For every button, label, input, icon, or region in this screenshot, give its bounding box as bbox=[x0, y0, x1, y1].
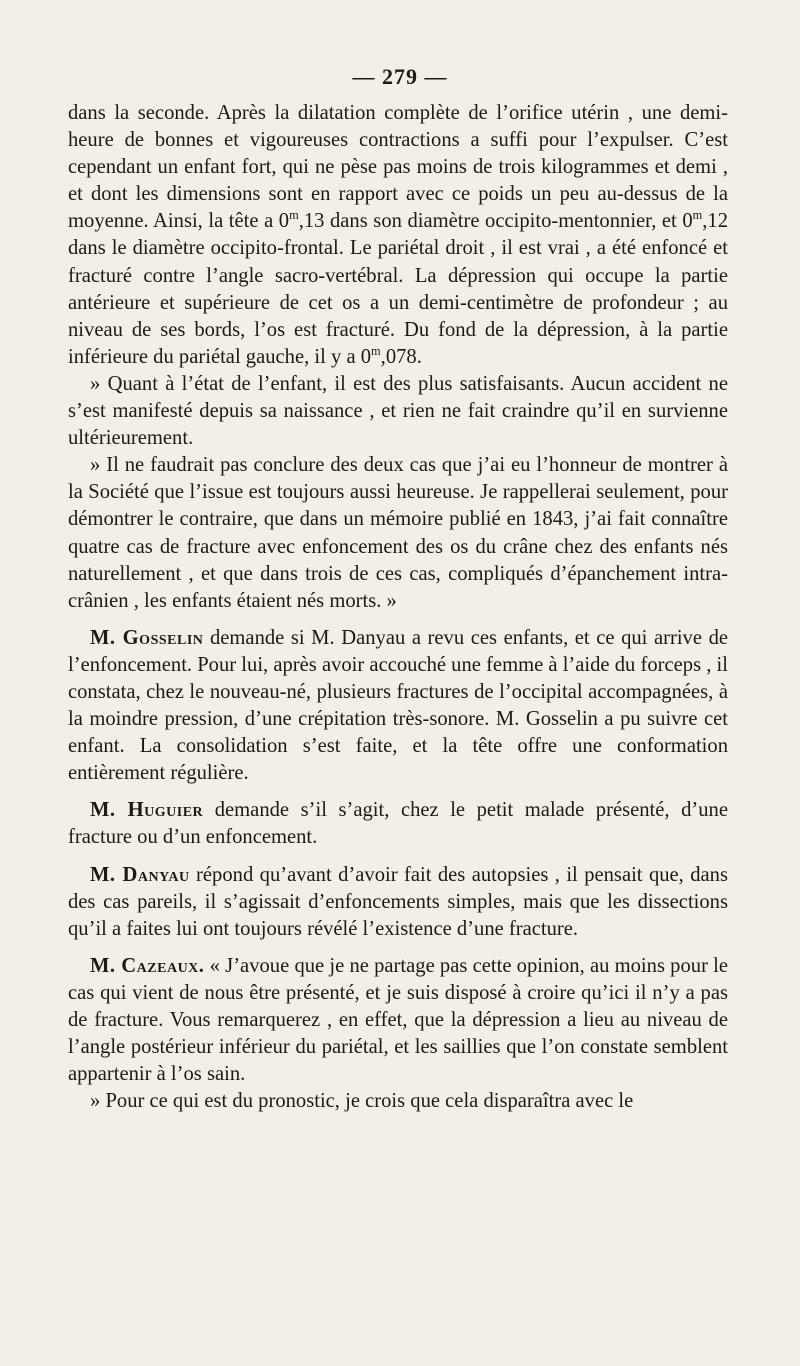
speaker-name: M. Danyau bbox=[90, 863, 190, 886]
paragraph-cazeaux: M. Cazeaux. « J’avoue que je ne partage pas cette opinion, au moins pour le cas qui vient de nous être présenté, et je suis disposé à croire qu’ici il n’y a pas de fracture. Vous remarquerez , en effet, que la dépression a lieu au niveau de l’angle postérieur inférieur du pariétal, et les saillies que l’on constate semblent appartenir à l’os sain. bbox=[68, 954, 729, 1086]
paragraph-huguier: M. Huguier demande s’il s’agit, chez le petit malade présenté, d’une fracture ou d’un enfoncement. bbox=[68, 799, 728, 849]
paragraph-prognosis: » Pour ce qui est du pronostic, je crois que cela disparaîtra avec le bbox=[90, 1090, 634, 1113]
paragraph-continuation: dans la seconde. Après la dilatation complète de l’orifice utérin , une demi-heure de bonnes et vigoureuses contractions a suffi pour l’expulser. C’est cependant un enfant fort, qui ne pèse pas moins de trois kilogrammes et demi , et dont les dimensions sont en rapport avec ce poids un peu au-dessus de la moyenne. Ainsi, la tête a 0$^m$,13 dans son diamètre occipito-mentonnier, et 0$^m$,12 dans le diamètre occipito-frontal. Le pariétal droit , il est vrai , a été enfoncé et fracturé contre l’angle sacro-vertébral. La dépression qui occupe la partie antérieure et supérieure de cet os a un demi-centimètre de profondeur ; au niveau de ses bords, l’os est fracturé. Du fond de la dépression, à la partie inférieure du pariétal gauche, il y a 0$^m$,078. bbox=[68, 102, 728, 368]
paragraph-danyau: M. Danyau répond qu’avant d’avoir fait des autopsies , il pensait que, dans des cas pareils, il s’agissait d’enfoncements simples, mais que les dissections qu’il a faites lui ont toujours révélé l’existence d’une fracture. bbox=[68, 863, 728, 940]
body-text bbox=[68, 100, 728, 1115]
paragraph-gosselin: M. Gosselin demande si M. Danyau a revu ces enfants, et ce qui arrive de l’enfoncement. Pour lui, après avoir accouché une femme à l’aide du forceps , il constata, chez le nouveau-né, plusieurs fractures de l’occipital accompagnées, à la moindre pression, d’une crépitation très-sonore. M. Gosselin a pu suivre cet enfant. La consolidation s’est faite, et la tête offre une conformation entièrement régulière. bbox=[68, 626, 729, 785]
speaker-name: M. Cazeaux. bbox=[90, 954, 205, 977]
speaker-name: M. Gosselin bbox=[90, 626, 204, 649]
paragraph-child-state: » Quant à l’état de l’enfant, il est des plus satisfaisants. Aucun accident ne s’est manifesté depuis sa naissance , et rien ne fait craindre qu’il en survienne ultérieurement. bbox=[68, 372, 728, 450]
paragraph-conclusion: » Il ne faudrait pas conclure des deux cas que j’ai eu l’honneur de montrer à la Société que l’issue est toujours aussi heureuse. Je rappellerai seulement, pour démontrer le contraire, que dans un mémoire publié en 1843, j’ai fait connaître quatre cas de fracture avec enfoncement des os du crâne chez des enfants nés naturellement , et que dans trois de ces cas, compliqués d’épanchement intra-crânien , les enfants étaient nés morts. » bbox=[68, 454, 728, 612]
page-number: — 279 — bbox=[352, 64, 448, 89]
speaker-name: M. Huguier bbox=[90, 799, 204, 822]
